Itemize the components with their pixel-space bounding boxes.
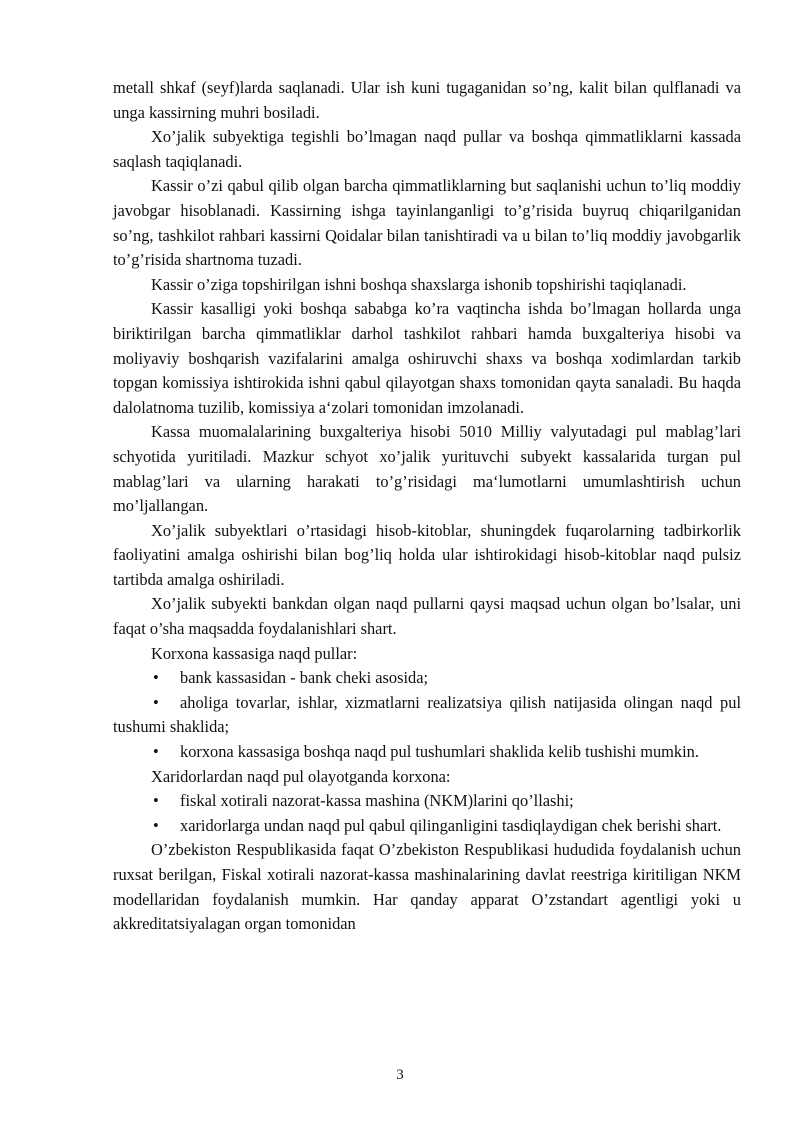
paragraph-6: Kassa muomalalarining buxgalteriya hisobi 5010 Milliy valyutadagi pul mablag’lari schyotida yuritiladi. Mazkur schyot xo’jalik yurituvchi subyekt kassalarida turgan pul mablag’lari va ularning harakati to’g’risidagi ma‘lumotlarni umumlashtirish uchun mo’ljallangan. [113,422,741,516]
list-item [113,814,741,839]
list-item-text: bank kassasidan - bank cheki asosida; [180,668,429,688]
paragraph-9: Korxona kassasiga naqd pullar: [151,643,358,663]
list-item-text: korxona kassasiga boshqa naqd pul tushumlari shaklida kelib tushishi mumkin. [180,742,699,762]
page-number: 3 [396,1067,404,1083]
bullet-icon: • [153,791,159,811]
list-item [113,666,741,691]
list-item [113,789,741,814]
document-page [113,76,741,937]
paragraph-8: Xo’jalik subyekti bankdan olgan naqd pullarni qaysi maqsad uchun olgan bo’lsalar, uni faqat o’sha maqsadda foydalanishlari shart. [113,594,741,639]
list-item [113,740,741,765]
list-item-text: fiskal xotirali nazorat-kassa mashina (NKM)larini qo’llashi; [180,791,574,811]
list-item-text: aholiga tovarlar, ishlar, xizmatlarni realizatsiya qilish natijasida olingan naqd pul tushumi shaklida; [113,692,741,737]
paragraph-5: Kassir kasalligi yoki boshqa sababga ko’ra vaqtincha ishda bo’lmagan hollarda unga biriktirilgan barcha qimmatliklar darhol tashkilot rahbari hamda buxgalteriya hisobi va moliyaviy boshqarish vazifalarini amalga oshiruvchi shaxs va boshqa xodimlardan tarkib topgan komissiya ishtirokida ishni qabul qilayotgan shaxs tomonidan qayta sanaladi. Bu haqda dalolatnoma tuzilib, komissiya a‘zolari tomonidan imzolanadi. [113,299,741,417]
paragraph-4: Kassir o’ziga topshirilgan ishni boshqa shaxslarga ishonib topshirishi taqiqlanadi. [151,274,687,294]
list-item-text: xaridorlarga undan naqd pul qabul qilinganligini tasdiqlaydigan chek berishi shart. [180,815,722,835]
list-item [113,691,741,740]
paragraph-1: metall shkaf (seyf)larda saqlanadi. Ular ish kuni tugaganidan so’ng, kalit bilan qulflanadi va unga kassirning muhri bosiladi. [113,78,741,122]
paragraph-3: Kassir o’zi qabul qilib olgan barcha qimmatliklarning but saqlanishi uchun to’liq moddiy javobgar hisoblanadi. Kassirning ishga tayinlanganligi to’g’risida buyruq chiqarilganidan so’ng, tashkilot rahbari kassirni Qoidalar bilan tanishtiradi va u bilan to’liq moddiy javobgarlik to’g’risida shartnoma tuzadi. [113,176,741,270]
bullet-icon: • [153,742,159,762]
bullet-icon: • [153,692,159,712]
bullet-icon: • [153,668,159,688]
paragraph-11: O’zbekiston Respublikasida faqat O’zbekiston Respublikasi hududida foydalanish uchun ruxsat berilgan, Fiskal xotirali nazorat-kassa mashinalarining davlat reestriga kiritiligan NKM modellaridan foydalanish mumkin. Har qanday apparat O’zstandart agentligi yoki u akkreditatsiyalagan organ tomonidan [113,840,741,934]
paragraph-10: Xaridorlardan naqd pul olayotganda korxona: [151,766,451,786]
paragraph-2: Xo’jalik subyektiga tegishli bo’lmagan naqd pullar va boshqa qimmatliklarni kassada saqlash taqiqlanadi. [113,127,741,171]
bullet-icon: • [153,815,159,835]
paragraph-7: Xo’jalik subyektlari o’rtasidagi hisob-kitoblar, shuningdek fuqarolarning tadbirkorlik faoliyatini amalga oshirishi bilan bog’liq holda ular ishtirokidagi hisob-kitoblar naqd pulsiz tartibda amalga oshiriladi. [113,520,741,589]
